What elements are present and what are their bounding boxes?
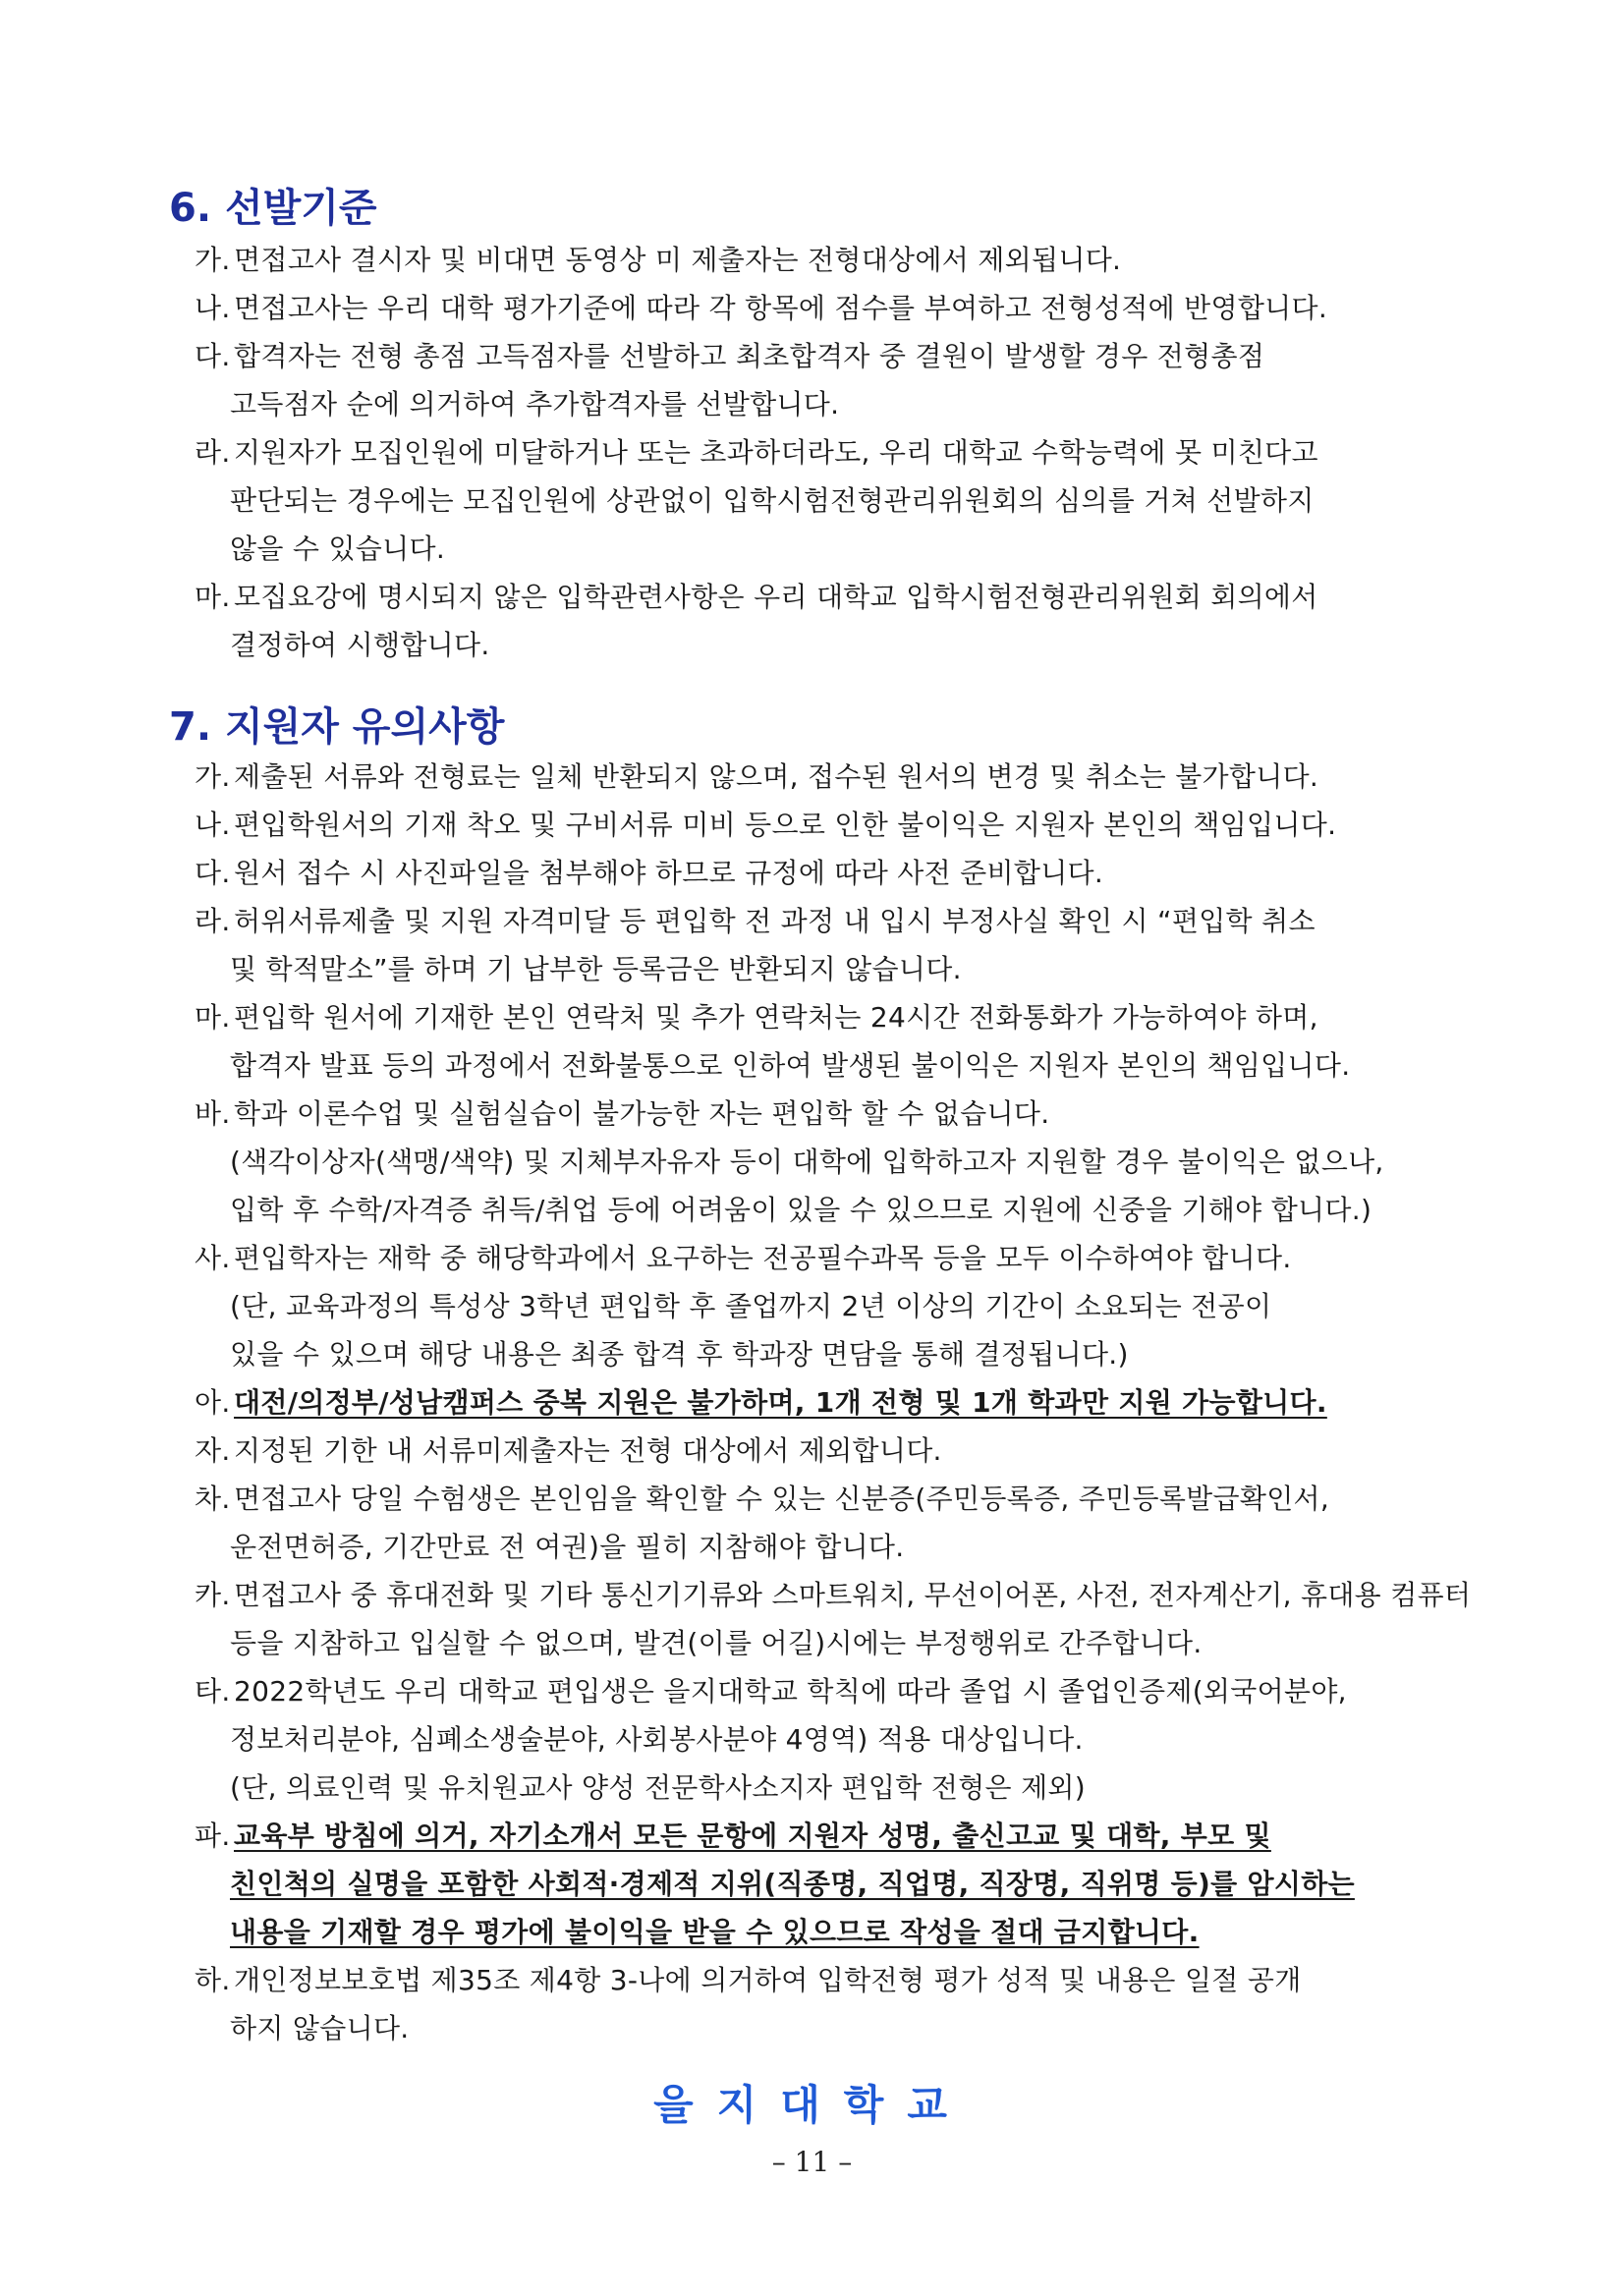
list-item-marker: 다. (195, 340, 231, 372)
list-item (195, 1090, 1501, 1234)
list-item-line (195, 897, 1501, 945)
list-item-text: 입학 후 수학/자격증 취득/취업 등에 어려움이 있을 수 있으므로 지원에 신중을 기해야 합니다.) (230, 1194, 1372, 1226)
list-item (195, 1378, 1501, 1427)
list-item-marker: 차. (195, 1483, 231, 1515)
list-item-line (195, 380, 1501, 428)
list-item-text: (단, 의료인력 및 유치원교사 양성 전문학사소지자 편입학 전형은 제외) (230, 1771, 1086, 1804)
list-item-text: 2022학년도 우리 대학교 편입생은 을지대학교 학칙에 따라 졸업 시 졸업인증제(외국어분야, (234, 1675, 1347, 1708)
list-item-marker: 타. (195, 1675, 231, 1708)
list-item-text: 정보처리분야, 심폐소생술분야, 사회봉사분야 4영역) 적용 대상입니다. (230, 1723, 1084, 1756)
list-item-line (195, 1812, 1501, 1860)
list-item-text: 있을 수 있으며 해당 내용은 최종 합격 후 학과장 면담을 통해 결정됩니다.) (230, 1338, 1129, 1371)
list-item-marker: 라. (195, 905, 231, 937)
list-item-marker: 하. (195, 1964, 231, 1996)
list-item-line (195, 945, 1501, 993)
list-item (195, 332, 1501, 428)
list-item-text: 면접고사 결시자 및 비대면 동영상 미 제출자는 전형대상에서 제외됩니다. (234, 244, 1122, 276)
page-number: – 11 – (771, 2146, 853, 2178)
list-item-text: 않을 수 있습니다. (230, 532, 446, 565)
list-item-line (195, 753, 1501, 801)
list-item-text: 등을 지참하고 입실할 수 없으며, 발견(이를 어길)시에는 부정행위로 간주합니다. (230, 1627, 1203, 1659)
list-item-text: (색각이상자(색맹/색약) 및 지체부자유자 등이 대학에 입학하고자 지원할 경우 불이익은 없으나, (230, 1146, 1384, 1178)
list-item-line (195, 1330, 1501, 1378)
list-item-text: 내용을 기재할 경우 평가에 불이익을 받을 수 있으므로 작성을 절대 금지합니다. (230, 1916, 1200, 1948)
list-item-marker: 카. (195, 1579, 231, 1611)
list-item-line (195, 1090, 1501, 1138)
section-7-title: 7. 지원자 유의사항 (169, 704, 505, 750)
list-item-marker: 마. (195, 581, 231, 613)
list-item-line (195, 1234, 1501, 1282)
list-item-text: 개인정보보호법 제35조 제4항 3-나에 의거하여 입학전형 평가 성적 및 내용은 일절 공개 (234, 1964, 1302, 1996)
list-item-line (195, 1571, 1501, 1619)
list-item-line (195, 1619, 1501, 1667)
list-item-line (195, 428, 1501, 476)
list-item-line (195, 1667, 1501, 1715)
list-item (195, 428, 1501, 573)
list-item-line (195, 2004, 1501, 2052)
list-item-marker: 가. (195, 244, 231, 276)
list-item (195, 573, 1501, 669)
list-item-line (195, 1956, 1501, 2004)
list-item-line (195, 849, 1501, 897)
list-item-marker: 파. (195, 1820, 231, 1852)
list-item-text: 면접고사 당일 수험생은 본인임을 확인할 수 있는 신분증(주민등록증, 주민등록발급확인서, (234, 1483, 1330, 1515)
list-item-marker: 사. (195, 1242, 231, 1274)
list-item-marker: 바. (195, 1097, 231, 1130)
list-item-text: 편입학자는 재학 중 해당학과에서 요구하는 전공필수과목 등을 모두 이수하여야 합니다. (234, 1242, 1292, 1274)
list-item-text: 허위서류제출 및 지원 자격미달 등 편입학 전 과정 내 입시 부정사실 확인 시 “편입학 취소 (234, 905, 1316, 937)
list-item (195, 801, 1501, 849)
list-item-line (195, 993, 1501, 1041)
section-6-title: 6. 선발기준 (169, 186, 377, 231)
list-item-text: 학과 이론수업 및 실험실습이 불가능한 자는 편입학 할 수 없습니다. (234, 1097, 1050, 1130)
list-item-line (195, 573, 1501, 621)
list-item-text: (단, 교육과정의 특성상 3학년 편입학 후 졸업까지 2년 이상의 기간이 소요되는 전공이 (230, 1290, 1272, 1322)
list-item-marker: 다. (195, 857, 231, 889)
list-item-line (195, 1138, 1501, 1186)
list-item-line (195, 1475, 1501, 1523)
list-item-marker: 아. (195, 1386, 231, 1419)
list-item (195, 236, 1501, 284)
list-item-text: 교육부 방침에 의거, 자기소개서 모든 문항에 지원자 성명, 출신고교 및 대학, 부모 및 (234, 1820, 1271, 1852)
list-item-line (195, 1282, 1501, 1330)
list-item-marker: 가. (195, 760, 231, 793)
university-name: 을지대학교 (653, 2081, 971, 2129)
list-item-text: 제출된 서류와 전형료는 일체 반환되지 않으며, 접수된 원서의 변경 및 취소는 불가합니다. (234, 760, 1319, 793)
list-item-line (195, 332, 1501, 380)
list-item-marker: 라. (195, 436, 231, 469)
list-item (195, 1427, 1501, 1475)
list-item-line (195, 284, 1501, 332)
list-item-text: 모집요강에 명시되지 않은 입학관련사항은 우리 대학교 입학시험전형관리위원회 회의에서 (234, 581, 1318, 613)
list-item-text: 운전면허증, 기간만료 전 여권)을 필히 지참해야 합니다. (230, 1531, 905, 1563)
list-item (195, 1667, 1501, 1812)
list-item-marker: 나. (195, 292, 231, 324)
list-item (195, 897, 1501, 993)
list-item-text: 친인척의 실명을 포함한 사회적·경제적 지위(직종명, 직업명, 직장명, 직위명 등)를 암시하는 (230, 1868, 1355, 1900)
list-item-line (195, 1715, 1501, 1764)
list-item-text: 고득점자 순에 의거하여 추가합격자를 선발합니다. (230, 388, 840, 420)
list-item (195, 753, 1501, 801)
section-6-list (195, 236, 1501, 669)
list-item-text: 및 학적말소”를 하며 기 납부한 등록금은 반환되지 않습니다. (230, 953, 962, 985)
list-item-line (195, 621, 1501, 669)
list-item-text: 원서 접수 시 사진파일을 첨부해야 하므로 규정에 따라 사전 준비합니다. (234, 857, 1104, 889)
list-item (195, 1956, 1501, 2052)
list-item-line (195, 1186, 1501, 1234)
section-7-list (195, 753, 1501, 2052)
list-item-line (195, 1378, 1501, 1427)
list-item-line (195, 1427, 1501, 1475)
list-item-line (195, 801, 1501, 849)
list-item-line (195, 1523, 1501, 1571)
list-item (195, 284, 1501, 332)
list-item-text: 편입학원서의 기재 착오 및 구비서류 미비 등으로 인한 불이익은 지원자 본인의 책임입니다. (234, 809, 1337, 841)
list-item-line (195, 525, 1501, 573)
list-item-marker: 나. (195, 809, 231, 841)
list-item-text: 지정된 기한 내 서류미제출자는 전형 대상에서 제외합니다. (234, 1434, 942, 1467)
list-item-line (195, 236, 1501, 284)
list-item-marker: 마. (195, 1001, 231, 1034)
list-item (195, 1571, 1501, 1667)
list-item-line (195, 1764, 1501, 1812)
list-item (195, 1234, 1501, 1378)
list-item (195, 1475, 1501, 1571)
list-item-text: 판단되는 경우에는 모집인원에 상관없이 입학시험전형관리위원회의 심의를 거쳐 선발하지 (230, 484, 1315, 517)
list-item-line (195, 1860, 1501, 1908)
list-item-text: 하지 않습니다. (230, 2012, 410, 2044)
list-item-text: 대전/의정부/성남캠퍼스 중복 지원은 불가하며, 1개 전형 및 1개 학과만 지원 가능합니다. (234, 1386, 1327, 1419)
list-item-marker: 자. (195, 1434, 231, 1467)
list-item-line (195, 1908, 1501, 1956)
list-item (195, 993, 1501, 1090)
list-item-text: 면접고사 중 휴대전화 및 기타 통신기기류와 스마트워치, 무선이어폰, 사전, 전자계산기, 휴대용 컴퓨터 (234, 1579, 1472, 1611)
list-item-line (195, 1041, 1501, 1090)
list-item-text: 면접고사는 우리 대학 평가기준에 따라 각 항목에 점수를 부여하고 전형성적에 반영합니다. (234, 292, 1328, 324)
list-item-text: 합격자 발표 등의 과정에서 전화불통으로 인하여 발생된 불이익은 지원자 본인의 책임입니다. (230, 1049, 1351, 1082)
list-item-text: 결정하여 시행합니다. (230, 629, 490, 661)
list-item-text: 지원자가 모집인원에 미달하거나 또는 초과하더라도, 우리 대학교 수학능력에 못 미친다고 (234, 436, 1318, 469)
list-item (195, 1812, 1501, 1956)
list-item-text: 합격자는 전형 총점 고득점자를 선발하고 최초합격자 중 결원이 발생할 경우 전형총점 (234, 340, 1265, 372)
list-item-text: 편입학 원서에 기재한 본인 연락처 및 추가 연락처는 24시간 전화통화가 가능하여야 하며, (234, 1001, 1318, 1034)
list-item (195, 849, 1501, 897)
list-item-line (195, 476, 1501, 525)
